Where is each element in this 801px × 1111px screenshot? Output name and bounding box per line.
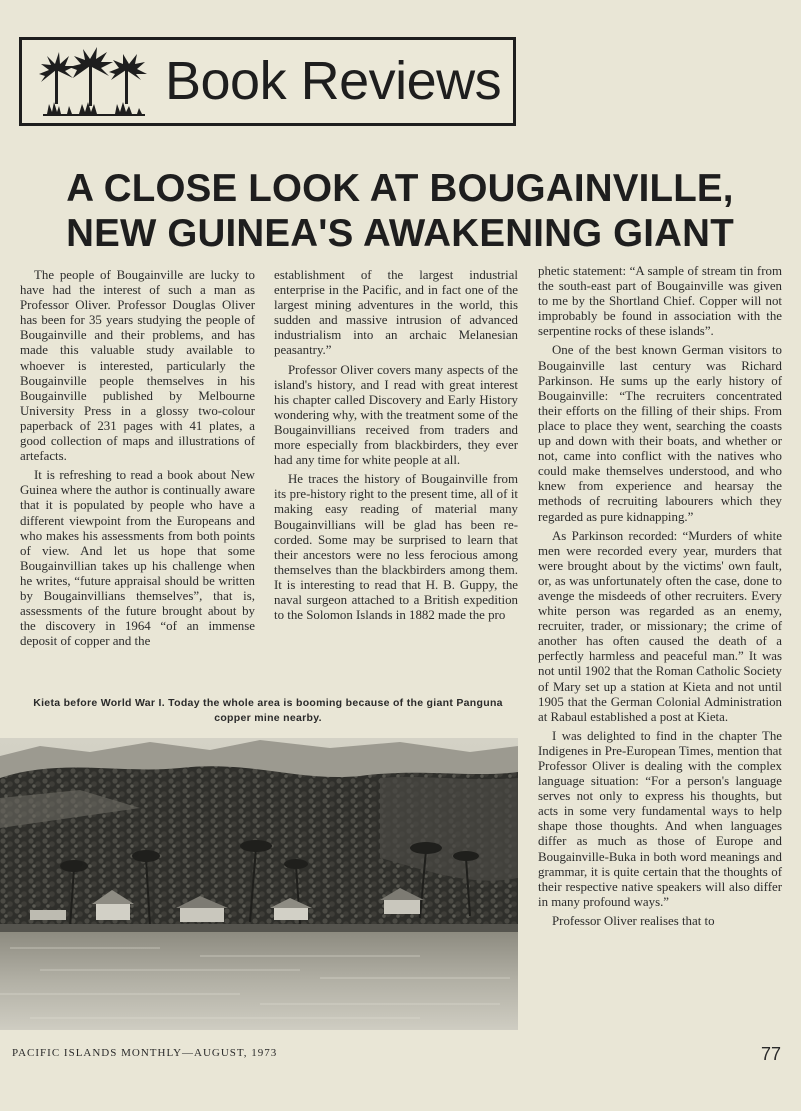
article-headline xyxy=(20,166,780,256)
article-column-3 xyxy=(538,264,782,933)
paragraph: One of the best known German visitors to Bougainville last century was Richard Parkinson. He sums up the early history of Bougainville: “The recruiters concentrated their efforts on the filling of their ships. From place to place they went, searching the coasts up and down with their boats, and whether or not, came into conflict with the natives who could make themselves understood, and who knew from experience and hearsay the methods of recruiting labourers which they regarded as pure kidnapping.” xyxy=(538,343,782,524)
paragraph: establishment of the largest industrial enterprise in the Pacific, and in fact one of the largest mining adventures in the world, this sudden and massive intrusion of advanced industrialism into an archaic Melanesian peasantry.” xyxy=(274,268,518,358)
paragraph: Professor Oliver covers many aspects of the island's history, and I read with great interest his chapter called Discovery and Early History wondering why, with the treatment some of the Bougainvillians received from traders and more especially from blackbirders, they ever had any time for white people at all. xyxy=(274,362,518,468)
section-masthead xyxy=(19,37,516,126)
paragraph: The people of Bougainville are lucky to have had the interest of such a man as Professor Oliver. Professor Douglas Oliver has been for 35 years studying the people of Bougainville and their problems, and has made this valuable study available to whoever is interested, particularly the Bougainville people themselves in his Bougainville published by Melbourne University Press in a glossy two-colour paperback of 231 pages with 41 plates, a good collection of maps and illustrations of artefacts. xyxy=(20,268,255,464)
paragraph: As Parkinson recorded: “Murders of white men were recorded every year, murders that were brought about by the victims' own fault, or, as was unfortunately often the case, done to avenge the misdeeds of other recruiters. Every white person was regarded as an enemy, recruiter, trader, or missionary; the crime of another has often caused the death of a perfectly harmless and peaceful man.” It was not until 1902 that the Roman Catholic Society of Mary set up a station at Kieta and not until 1905 that the German Colonial Administration at Rabaul established a post at Kieta. xyxy=(538,528,782,724)
page-number: 77 xyxy=(760,1044,781,1064)
headline-line-2: NEW GUINEA'S AWAKENING GIANT xyxy=(66,212,734,255)
headline-line-1: A CLOSE LOOK AT BOUGAINVILLE, xyxy=(66,167,734,210)
photo-caption: Kieta before World War I. Today the whole area is booming because of the giant Panguna copper mine nearby. xyxy=(33,697,503,724)
article-column-2 xyxy=(274,268,518,627)
publication-footer: PACIFIC ISLANDS MONTHLY—AUGUST, 1973 xyxy=(12,1047,278,1059)
section-title: Book Reviews xyxy=(165,51,502,111)
paragraph: It is refreshing to read a book about New Guinea where the author is continually aware that it is populated by people who have a different viewpoint from the Europeans and who makes his assessments from both points of view. And let us hope that some Bougainvillian takes up his challenge when he writes, “future appraisal should be written by Bougainvillians themselves”, that is, assessments of the future brought about by the discovery in 1964 “of an immense deposit of copper and the xyxy=(20,468,255,649)
paragraph: Professor Oliver realises that to xyxy=(552,913,715,928)
paragraph: He traces the history of Bougainville from its pre-history right to the present time, all of it making easy reading of material many Bougainvillians will be glad has been recorded. Some may be surprised to learn that their ancestors were no less ferocious among themselves than the blackbirders among them. It is interesting to read that H. B. Guppy, the naval surgeon attached to a British expedition to the Solomon Islands in 1882 made the pro xyxy=(274,472,518,623)
palm-trees-icon xyxy=(39,46,149,118)
kieta-harbour-photo xyxy=(0,738,518,1030)
paragraph: phetic statement: “A sample of stream tin from the south-east part of Bougainville was given to me by the Shortland Chief. Copper will not improbably be found in association with the serpentine rocks of these islands”. xyxy=(538,264,782,339)
paragraph: I was delighted to find in the chapter The Indigenes in Pre-European Times, mention that Professor Oliver is dealing with the complex language situation: “For a person's language serves not only to express his thoughts, but acts in some very fundamental ways to help shape those thoughts. And when languages differ as much as those of Europe and Bougainville-Buka in both word meanings and grammar, it is quite certain that the thoughts of their respective native speakers will also differ in many profound ways.” xyxy=(538,728,782,909)
article-column-1 xyxy=(20,268,255,653)
